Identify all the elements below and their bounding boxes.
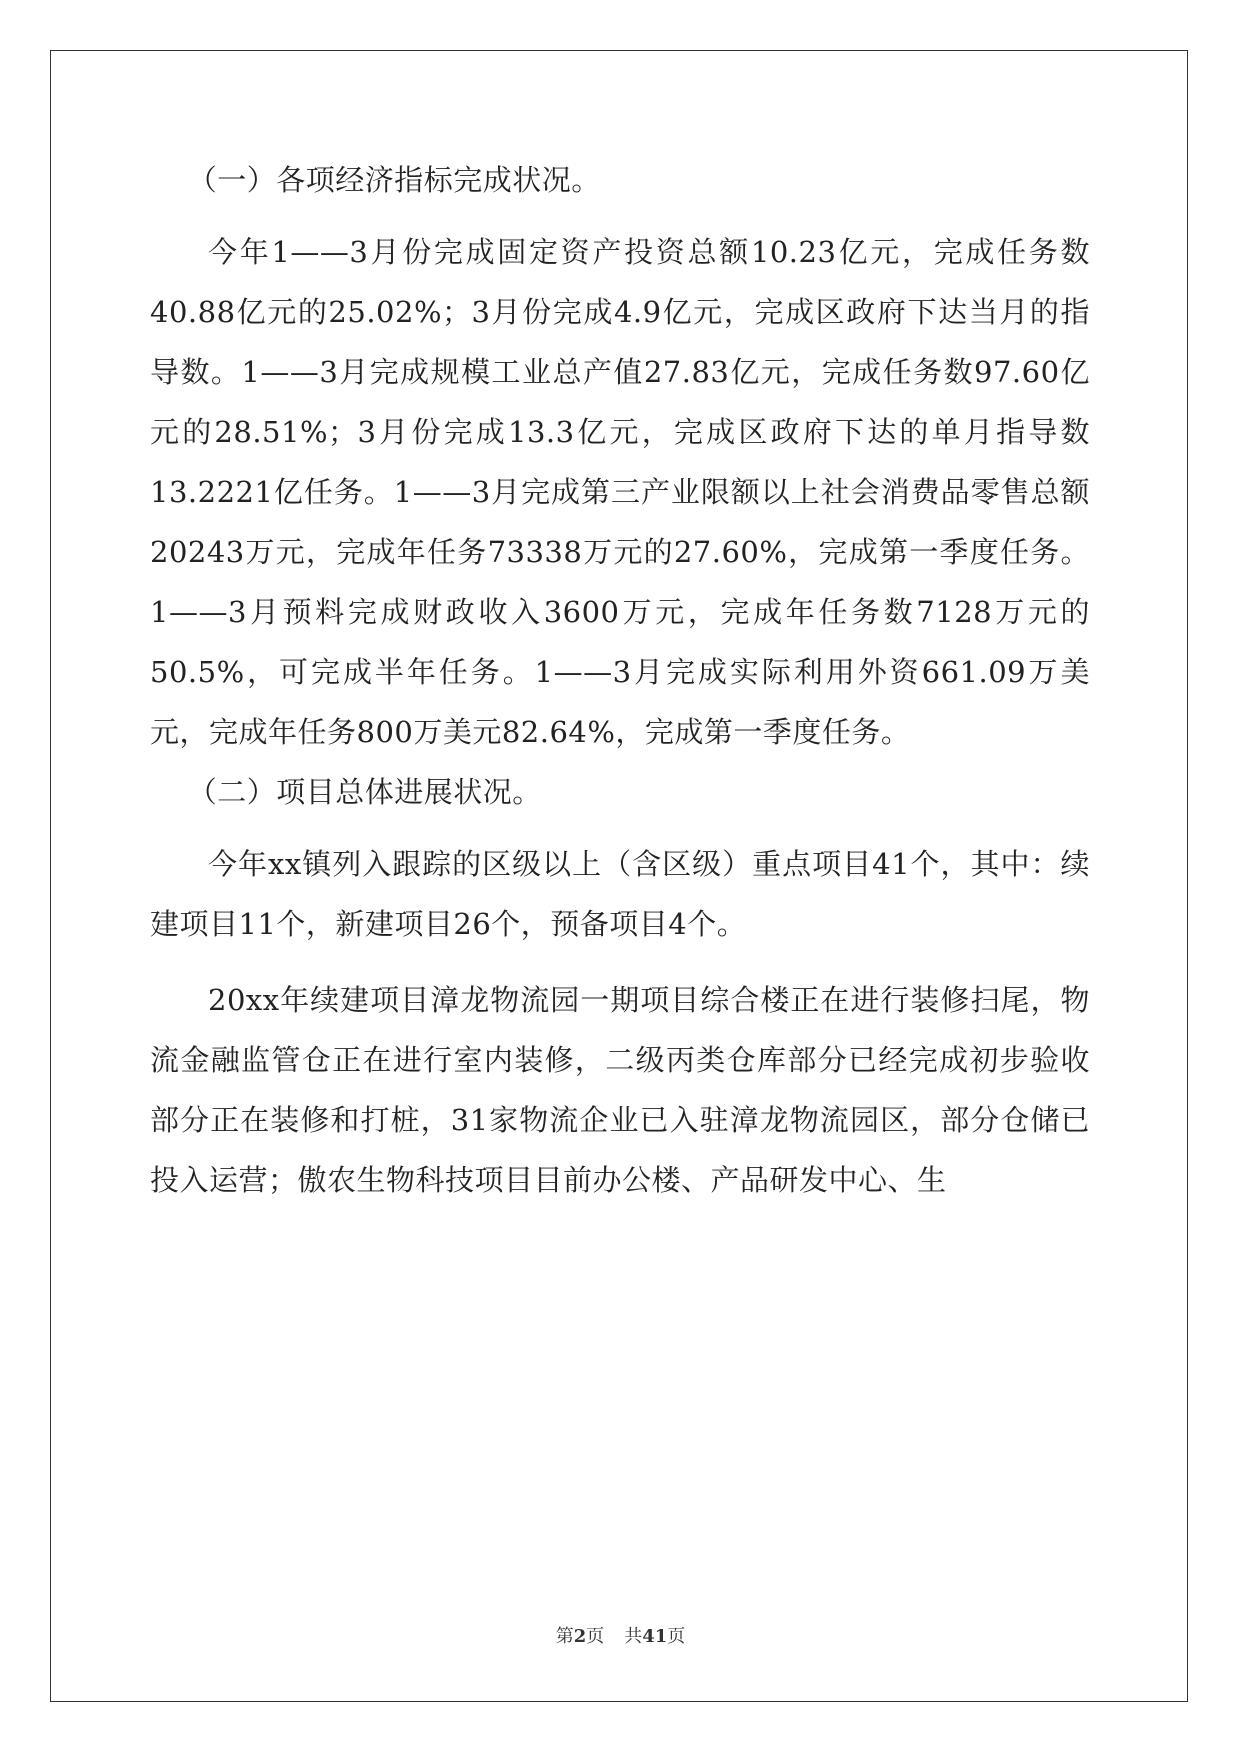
page-prefix: 第 [555, 1626, 574, 1647]
section-heading-1: （一）各项经济指标完成状况。 [187, 163, 601, 197]
paragraph-projects-overview: 今年xx镇列入跟踪的区级以上（含区级）重点项目41个，其中：续建项目11个，新建项目26个，预备项目4个。 [150, 847, 1090, 941]
total-suffix: 页 [667, 1626, 686, 1647]
paragraph-projects-detail: 20xx年续建项目漳龙物流园一期项目综合楼正在进行装修扫尾，物流金融监管仓正在进行室内装修，二级丙类仓库部分已经完成初步验收部分正在装修和打桩，31家物流企业已入驻漳龙物流园区，部分仓储已投入运营；傲农生物科技项目目前办公楼、产品研发中心、生 [150, 983, 1090, 1197]
page-suffix: 页 [586, 1626, 605, 1647]
page-current: 2 [573, 1626, 587, 1647]
page-total: 41 [642, 1626, 668, 1647]
section-heading-2: （二）项目总体进展状况。 [187, 775, 542, 809]
page-footer [0, 1622, 1241, 1648]
total-prefix: 共 [624, 1626, 643, 1647]
paragraph-indicators: 今年1——3月份完成固定资产投资总额10.23亿元，完成任务数40.88亿元的25.02%；3月份完成4.9亿元，完成区政府下达当月的指导数。1——3月完成规模工业总产值27.83亿元，完成任务数97.60亿元的28.51%；3月份完成13.3亿元，完成区政府下达的单月指导数13.2221亿任务。1——3月完成第三产业限额以上社会消费品零售总额20243万元，完成年任务73338万元的27.60%，完成第一季度任务。1——3月预料完成财政收入3600万元，完成年任务数7128万元的50.5%，可完成半年任务。1——3月完成实际利用外资661.09万美元，完成年任务800万美元82.64%，完成第一季度任务。 [150, 235, 1090, 749]
document-body [150, 150, 1090, 1210]
